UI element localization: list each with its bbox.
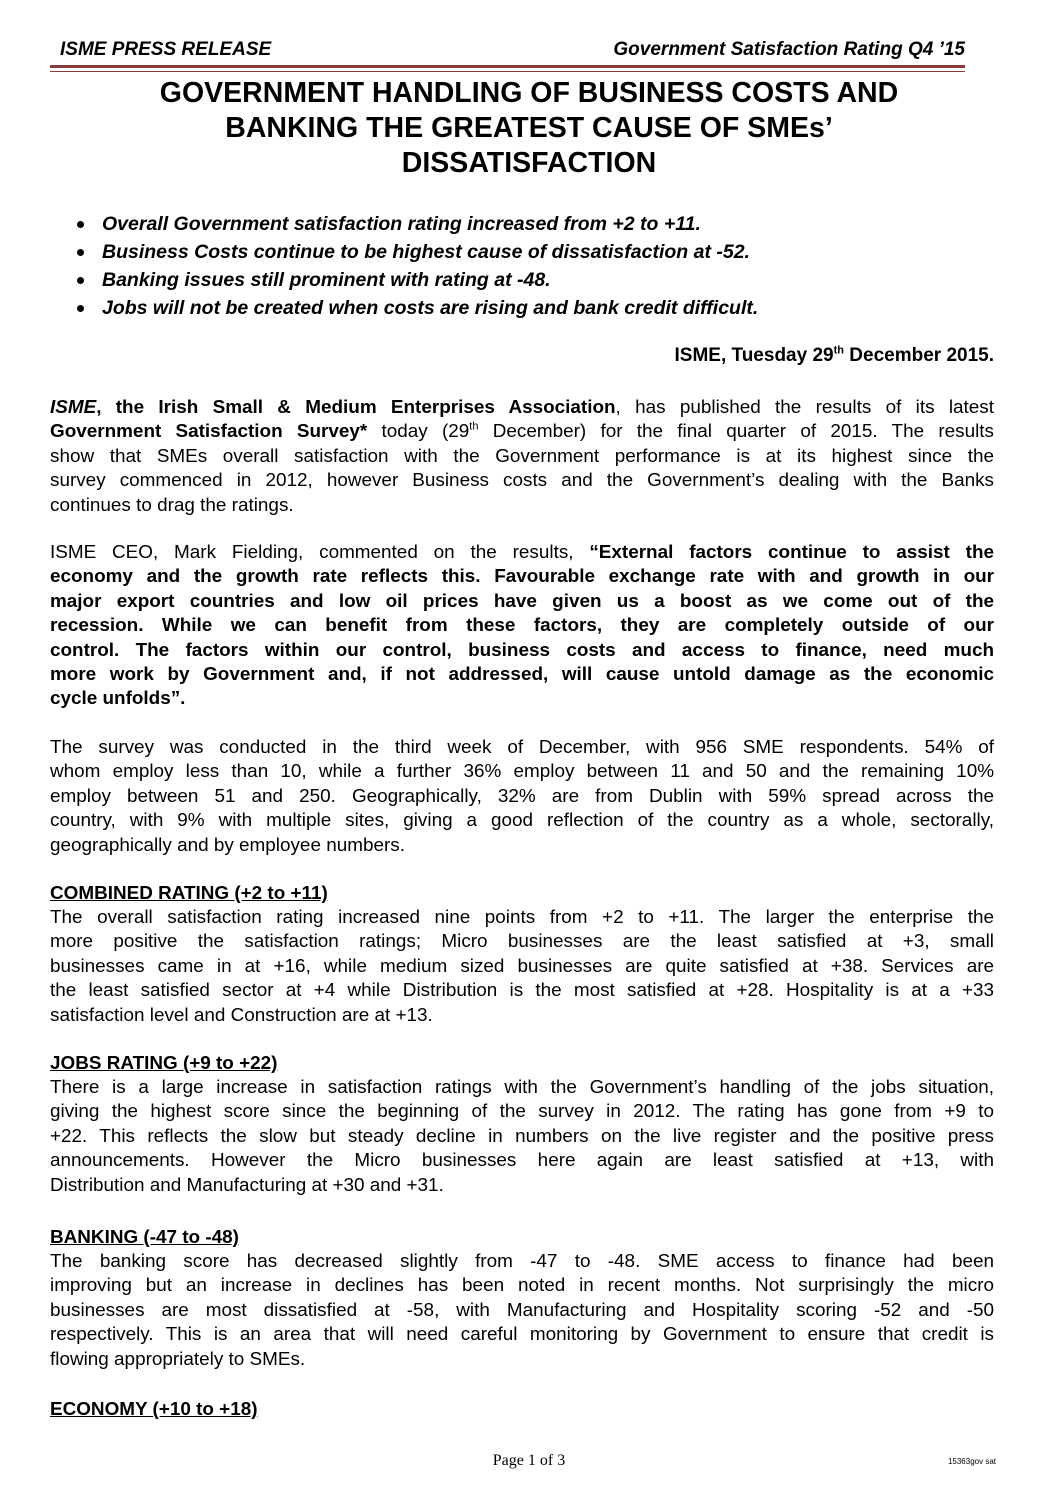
header-left-text: ISME PRESS RELEASE bbox=[60, 39, 272, 60]
paragraph-line bbox=[50, 420, 994, 444]
title-line-1: GOVERNMENT HANDLING OF BUSINESS COSTS AND bbox=[159, 77, 899, 109]
paragraph-line: giving the highest score since the beginning of the survey in 2012. The rating has gone from +9 to bbox=[50, 1101, 994, 1123]
paragraph-text: today (29 bbox=[367, 421, 470, 443]
dateline-text-end: December 2015. bbox=[844, 345, 994, 366]
key-points-list bbox=[72, 210, 972, 322]
header-rule-thick bbox=[50, 65, 965, 68]
bullet-icon bbox=[77, 305, 84, 312]
dateline bbox=[675, 343, 995, 369]
paragraph-line: The overall satisfaction rating increased nine points from +2 to +11. The larger the enterprise the bbox=[50, 907, 994, 928]
title-line-3: DISSATISFACTION bbox=[401, 147, 657, 179]
key-point-text: Overall Government satisfaction rating increased from +2 to +11. bbox=[102, 213, 701, 235]
ordinal-suffix: th bbox=[469, 421, 479, 434]
paragraph-text: ISME CEO, Mark Fielding, commented on the results, bbox=[50, 542, 590, 563]
section-heading-banking: BANKING (-47 to -48) bbox=[50, 1227, 239, 1248]
org-full-name: , the Irish Small & Medium Enterprises Association bbox=[96, 397, 616, 418]
combined-paragraph bbox=[50, 906, 994, 1028]
paragraph-line: businesses came in at +16, while medium sized businesses are quite satisfied at +38. Services are bbox=[50, 955, 994, 977]
paragraph-line: businesses are most dissatisfied at -58, with Manufacturing and Hospitality scoring -52 and -50 bbox=[50, 1299, 994, 1321]
key-point-text: Banking issues still prominent with rating at -48. bbox=[102, 269, 551, 291]
paragraph-line: announcements. However the Micro businesses here again are least satisfied at +13, with bbox=[50, 1150, 994, 1172]
intro-paragraph bbox=[50, 396, 994, 518]
key-point bbox=[72, 266, 972, 294]
paragraph-line: There is a large increase in satisfaction ratings with the Government’s handling of the jobs situation, bbox=[50, 1077, 994, 1098]
key-point bbox=[72, 294, 972, 322]
paragraph-line: employ between 51 and 250. Geographically, 32% are from Dublin with 59% spread across the bbox=[50, 785, 994, 807]
dateline-ordinal: th bbox=[833, 344, 844, 357]
section-heading-combined: COMBINED RATING (+2 to +11) bbox=[50, 883, 328, 904]
paragraph-line: The banking score has decreased slightly from -47 to -48. SME access to finance had been bbox=[50, 1251, 994, 1272]
bullet-icon bbox=[77, 221, 84, 228]
survey-name: Government Satisfaction Survey* bbox=[50, 421, 368, 443]
key-point bbox=[72, 238, 972, 266]
ceo-quote-paragraph bbox=[50, 541, 994, 712]
quote-line: cycle unfolds”. bbox=[50, 688, 186, 710]
paragraph-line: whom employ less than 10, while a further 36% employ between 11 and 50 and the remaining 10% bbox=[50, 761, 994, 783]
paragraph-line: show that SMEs overall satisfaction with the Government performance is at its highest since the bbox=[50, 445, 994, 467]
paragraph-line: geographically and by employee numbers. bbox=[50, 834, 405, 856]
jobs-paragraph bbox=[50, 1076, 994, 1198]
quote-text: “External factors continue to assist the bbox=[589, 542, 994, 563]
quote-line: major export countries and low oil prices have given us a boost as we come out of the bbox=[50, 590, 994, 612]
org-name: ISME bbox=[50, 397, 97, 418]
paragraph-line: survey commenced in 2012, however Business costs and the Government’s dealing with the Banks bbox=[50, 470, 994, 492]
document-title bbox=[60, 76, 998, 181]
paragraph-line: satisfaction level and Construction are at +13. bbox=[50, 1004, 433, 1026]
page-header bbox=[50, 38, 965, 62]
paragraph-text: , has published the results of its latest bbox=[615, 397, 994, 418]
key-point-text: Jobs will not be created when costs are rising and bank credit difficult. bbox=[102, 297, 759, 319]
paragraph-line: Distribution and Manufacturing at +30 and +31. bbox=[50, 1174, 444, 1196]
quote-line: more work by Government and, if not addressed, will cause untold damage as the economic bbox=[50, 663, 994, 685]
paragraph-line: improving but an increase in declines has been noted in recent months. Not surprisingly the micro bbox=[50, 1275, 994, 1297]
paragraph-line: The survey was conducted in the third week of December, with 956 SME respondents. 54% of bbox=[50, 737, 994, 758]
paragraph-line: +22. This reflects the slow but steady decline in numbers on the live register and the positive press bbox=[50, 1125, 994, 1147]
key-point-text: Business Costs continue to be highest cause of dissatisfaction at -52. bbox=[102, 241, 750, 263]
bullet-icon bbox=[77, 249, 84, 256]
quote-line: control. The factors within our control, business costs and access to finance, need much bbox=[50, 639, 994, 661]
paragraph-line bbox=[50, 541, 994, 565]
document-code: 15363gov sat bbox=[947, 1457, 996, 1466]
dateline-text: ISME, Tuesday 29 bbox=[674, 345, 834, 366]
page-number: Page 1 of 3 bbox=[492, 1452, 566, 1469]
paragraph-line: respectively. This is an area that will need careful monitoring by Government to ensure that credit is bbox=[50, 1324, 994, 1346]
quote-line: recession. While we can benefit from these factors, they are completely outside of our bbox=[50, 615, 994, 637]
key-point bbox=[72, 210, 972, 238]
paragraph-line: country, with 9% with multiple sites, giving a good reflection of the country as a whole, sectorally, bbox=[50, 810, 994, 832]
paragraph-line: continues to drag the ratings. bbox=[50, 494, 294, 516]
header-right-text: Government Satisfaction Rating Q4 ’15 bbox=[613, 39, 965, 60]
bullet-icon bbox=[77, 277, 84, 284]
quote-line: economy and the growth rate reflects this. Favourable exchange rate with and growth in our bbox=[50, 566, 994, 588]
section-heading-jobs: JOBS RATING (+9 to +22) bbox=[50, 1053, 278, 1074]
paragraph-line: more positive the satisfaction ratings; Micro businesses are the least satisfied at +3, small bbox=[50, 931, 994, 953]
paragraph-line bbox=[50, 396, 994, 420]
title-line-2: BANKING THE GREATEST CAUSE OF SMEs’ bbox=[225, 112, 833, 144]
header-rule-thin bbox=[50, 71, 965, 72]
survey-paragraph bbox=[50, 736, 994, 858]
paragraph-line: the least satisfied sector at +4 while Distribution is the most satisfied at +28. Hospitality is at a +33 bbox=[50, 980, 994, 1002]
banking-paragraph bbox=[50, 1250, 994, 1372]
paragraph-line: flowing appropriately to SMEs. bbox=[50, 1348, 306, 1370]
paragraph-text: December) for the final quarter of 2015. The results bbox=[478, 421, 995, 443]
section-heading-economy: ECONOMY (+10 to +18) bbox=[50, 1399, 258, 1420]
